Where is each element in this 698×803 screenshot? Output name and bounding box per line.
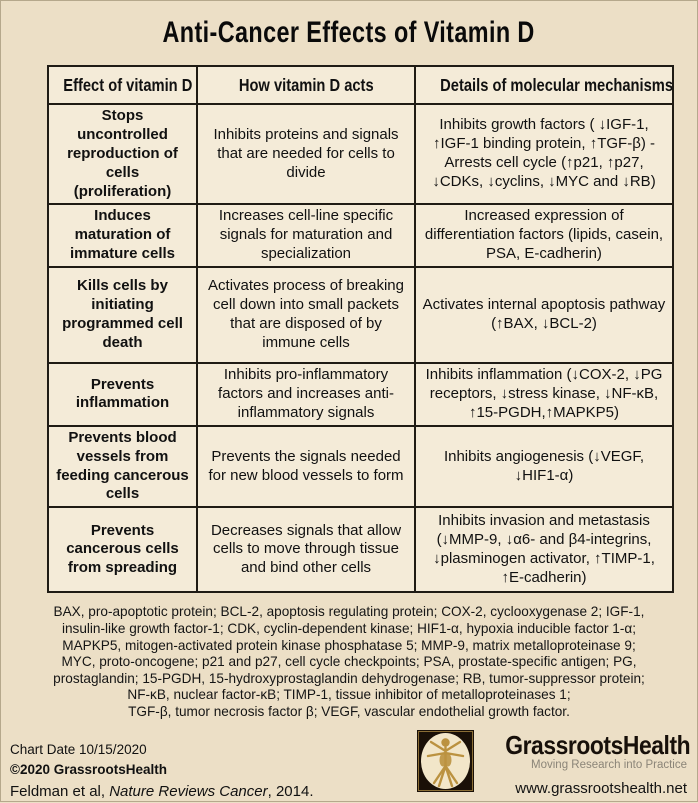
cell-effect: Prevents cancerous cells from spreading xyxy=(48,507,197,592)
footer-meta xyxy=(0,726,314,802)
footer-bar xyxy=(0,726,698,802)
cell-effect: Prevents inflammation xyxy=(48,363,197,426)
table-row xyxy=(48,104,673,204)
title-bar xyxy=(1,1,697,65)
table-header-row xyxy=(48,66,673,104)
chart-date: Chart Date 10/15/2020 xyxy=(10,740,314,760)
table-row xyxy=(48,267,673,363)
cell-how: Prevents the signals needed for new blood vessels to form xyxy=(197,426,415,508)
abbreviation-line: MAPKP5, mitogen-activated protein kinase phosphatase 5; MMP-9, matrix metalloproteinase 9; xyxy=(1,638,697,655)
cell-details: Inhibits angiogenesis (↓VEGF, ↓HIF1-α) xyxy=(415,426,673,508)
cell-effect: Prevents blood vessels from feeding cancerous cells xyxy=(48,426,197,508)
cell-details: Activates internal apoptosis pathway (↑BAX, ↓BCL-2) xyxy=(415,267,673,363)
column-header-how: How vitamin D acts xyxy=(197,66,415,104)
table-row xyxy=(48,426,673,508)
vitruvian-man-icon xyxy=(417,730,474,792)
cell-effect: Stops uncontrolled reproduction of cells (proliferation) xyxy=(48,104,197,204)
cell-details: Inhibits growth factors ( ↓IGF-1, ↑IGF-1 binding protein, ↑TGF-β) - Arrests cell cycle (↑p21, ↑p27, ↓CDKs, ↓cyclins, ↓MYC and ↓RB) xyxy=(415,104,673,204)
abbreviations-block xyxy=(1,604,697,720)
cell-how: Activates process of breaking cell down into small packets that are disposed of by immune cells xyxy=(197,267,415,363)
cell-how: Decreases signals that allow cells to move through tissue and bind other cells xyxy=(197,507,415,592)
table-row xyxy=(48,363,673,426)
cell-effect: Induces maturation of immature cells xyxy=(48,204,197,267)
abbreviation-line: BAX, pro-apoptotic protein; BCL-2, apoptosis regulating protein; COX-2, cyclooxygenase 2; IGF-1, xyxy=(1,604,697,621)
page-title: Anti-Cancer Effects of Vitamin D xyxy=(163,16,535,50)
column-header-details: Details of molecular mechanisms xyxy=(415,66,673,104)
column-header-effect: Effect of vitamin D xyxy=(48,66,197,104)
cell-details: Increased expression of differentiation factors (lipids, casein, PSA, E-cadherin) xyxy=(415,204,673,267)
copyright: ©2020 GrassrootsHealth xyxy=(10,760,314,780)
table-row xyxy=(48,507,673,592)
abbreviation-line: prostaglandin; 15-PGDH, 15-hydroxyprostaglandin dehydrogenase; RB, tumor-suppressor protein; xyxy=(1,671,697,688)
abbreviation-line: TGF-β, tumor necrosis factor β; VEGF, vascular endothelial growth factor. xyxy=(1,704,697,721)
abbreviation-line: NF-κB, nuclear factor-κB; TIMP-1, tissue inhibitor of metalloproteinases 1; xyxy=(1,687,697,704)
brand-text xyxy=(480,730,690,797)
table-row xyxy=(48,204,673,267)
vitamin-d-effects-table xyxy=(47,65,674,593)
brand-website: www.grassrootshealth.net xyxy=(480,780,690,797)
cell-details: Inhibits invasion and metastasis (↓MMP-9, ↓α6- and β4-integrins, ↓plasminogen activator, ↑TIMP-1, ↑E-cadherin) xyxy=(415,507,673,592)
cell-how: Inhibits proteins and signals that are needed for cells to divide xyxy=(197,104,415,204)
brand-block xyxy=(417,726,698,802)
abbreviation-line: insulin-like growth factor-1; CDK, cyclin-dependent kinase; HIF1-α, hypoxia inducible factor 1-α; xyxy=(1,621,697,638)
cell-effect: Kills cells by initiating programmed cell death xyxy=(48,267,197,363)
brand-name: GrassrootsHealth xyxy=(505,732,690,758)
cell-how: Increases cell-line specific signals for maturation and specialization xyxy=(197,204,415,267)
cell-how: Inhibits pro-inflammatory factors and increases anti-inflammatory signals xyxy=(197,363,415,426)
grassrootshealth-logo xyxy=(417,730,474,792)
cell-details: Inhibits inflammation (↓COX-2, ↓PG receptors, ↓stress kinase, ↓NF-κB, ↑15-PGDH,↑MAPKP5) xyxy=(415,363,673,426)
brand-tagline: Moving Research into Practice xyxy=(480,759,690,771)
citation: Feldman et al, Nature Reviews Cancer, 2014. xyxy=(10,781,314,803)
abbreviation-line: MYC, proto-oncogene; p21 and p27, cell cycle checkpoints; PSA, prostate-specific antigen; PG, xyxy=(1,654,697,671)
